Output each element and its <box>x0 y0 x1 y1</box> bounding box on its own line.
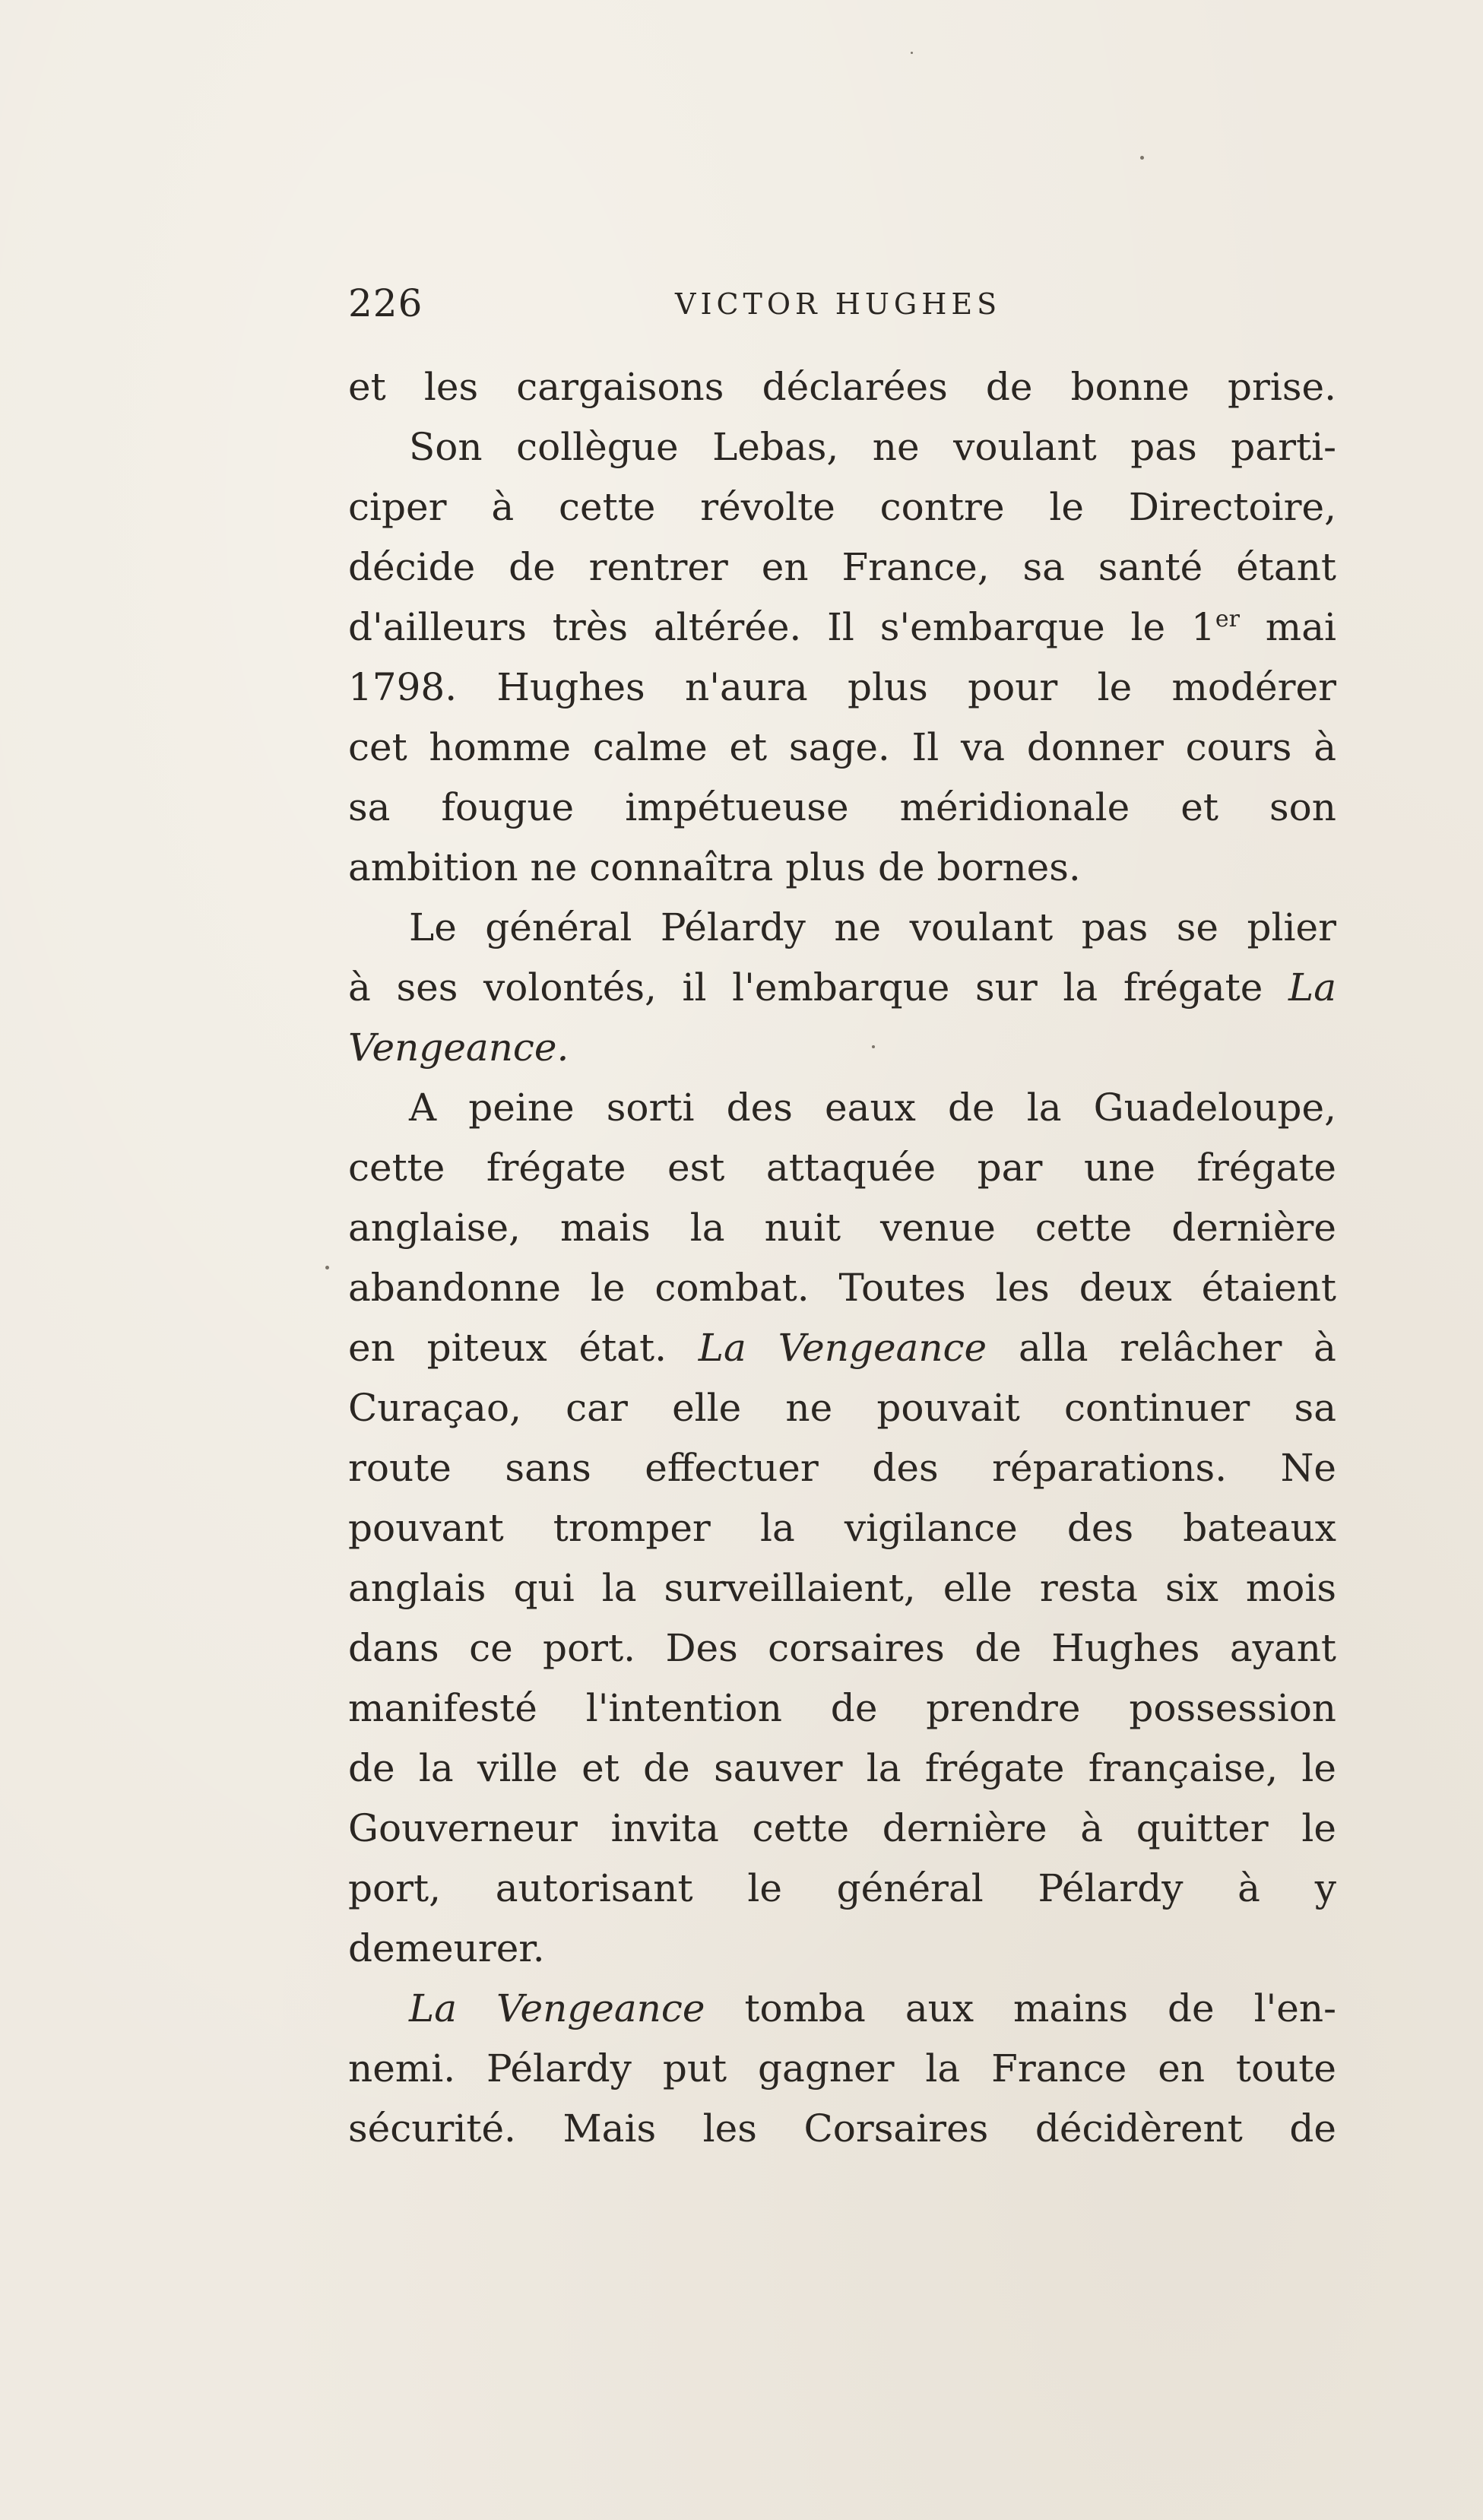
text-line: d'ailleurs très altérée. Il s'embarque le 1er mai <box>348 605 1336 649</box>
italic-title: La Vengeance <box>698 1326 987 1370</box>
text-line: cet homme calme et sage. Il va donner cours à <box>348 725 1336 769</box>
text-line: 1798. Hughes n'aura plus pour le modérer <box>348 665 1336 709</box>
page-header <box>348 281 1336 334</box>
text-line: route sans effectuer des réparations. Ne <box>348 1446 1336 1490</box>
text-line: Le général Pélardy ne voulant pas se plier <box>409 905 1336 949</box>
text-line: Curaçao, car elle ne pouvait continuer sa <box>348 1386 1336 1430</box>
text-line: Vengeance. <box>348 1025 569 1070</box>
text-line: à ses volontés, il l'embarque sur la frégate La <box>348 965 1336 1010</box>
text-line: nemi. Pélardy put gagner la France en toute <box>348 2046 1336 2090</box>
text-line: abandonne le combat. Toutes les deux étaient <box>348 1266 1336 1310</box>
text-line: demeurer. <box>348 1926 545 1970</box>
paper-speck <box>325 1266 329 1270</box>
text-line: La Vengeance tomba aux mains de l'en- <box>409 1986 1336 2030</box>
text-line: Son collègue Lebas, ne voulant pas parti- <box>409 425 1336 469</box>
italic-title: La <box>1288 965 1336 1010</box>
text-line: décide de rentrer en France, sa santé étant <box>348 545 1336 589</box>
text-line: dans ce port. Des corsaires de Hughes ayant <box>348 1626 1336 1670</box>
text-line: pouvant tromper la vigilance des bateaux <box>348 1506 1336 1550</box>
text-line: en piteux état. La Vengeance alla relâcher à <box>348 1326 1336 1370</box>
text-line: manifesté l'intention de prendre possession <box>348 1686 1336 1730</box>
paper-speck <box>1140 156 1144 160</box>
text-line: et les cargaisons déclarées de bonne prise. <box>348 365 1336 409</box>
text-line: A peine sorti des eaux de la Guadeloupe, <box>409 1086 1336 1130</box>
text-line: port, autorisant le général Pélardy à y <box>348 1866 1336 1910</box>
text-line: sécurité. Mais les Corsaires décidèrent de <box>348 2106 1336 2151</box>
text-line: anglaise, mais la nuit venue cette dernière <box>348 1206 1336 1250</box>
text-line: de la ville et de sauver la frégate française, le <box>348 1746 1336 1790</box>
text-line: Gouverneur invita cette dernière à quitter le <box>348 1806 1336 1850</box>
text-line: sa fougue impétueuse méridionale et son <box>348 785 1336 829</box>
page-number: 226 <box>348 281 423 325</box>
superscript: er <box>1215 606 1240 632</box>
paper-speck <box>911 52 913 54</box>
text-line: anglais qui la surveillaient, elle resta six mois <box>348 1566 1336 1610</box>
italic-title: La Vengeance <box>409 1986 705 2030</box>
text-line: ciper à cette révolte contre le Directoire, <box>348 485 1336 529</box>
paper-speck <box>872 1045 875 1048</box>
text-line: ambition ne connaîtra plus de bornes. <box>348 845 1081 889</box>
text-line: cette frégate est attaquée par une frégate <box>348 1146 1336 1190</box>
running-title: VICTOR HUGHES <box>675 287 1002 321</box>
body-text <box>348 357 1336 2159</box>
